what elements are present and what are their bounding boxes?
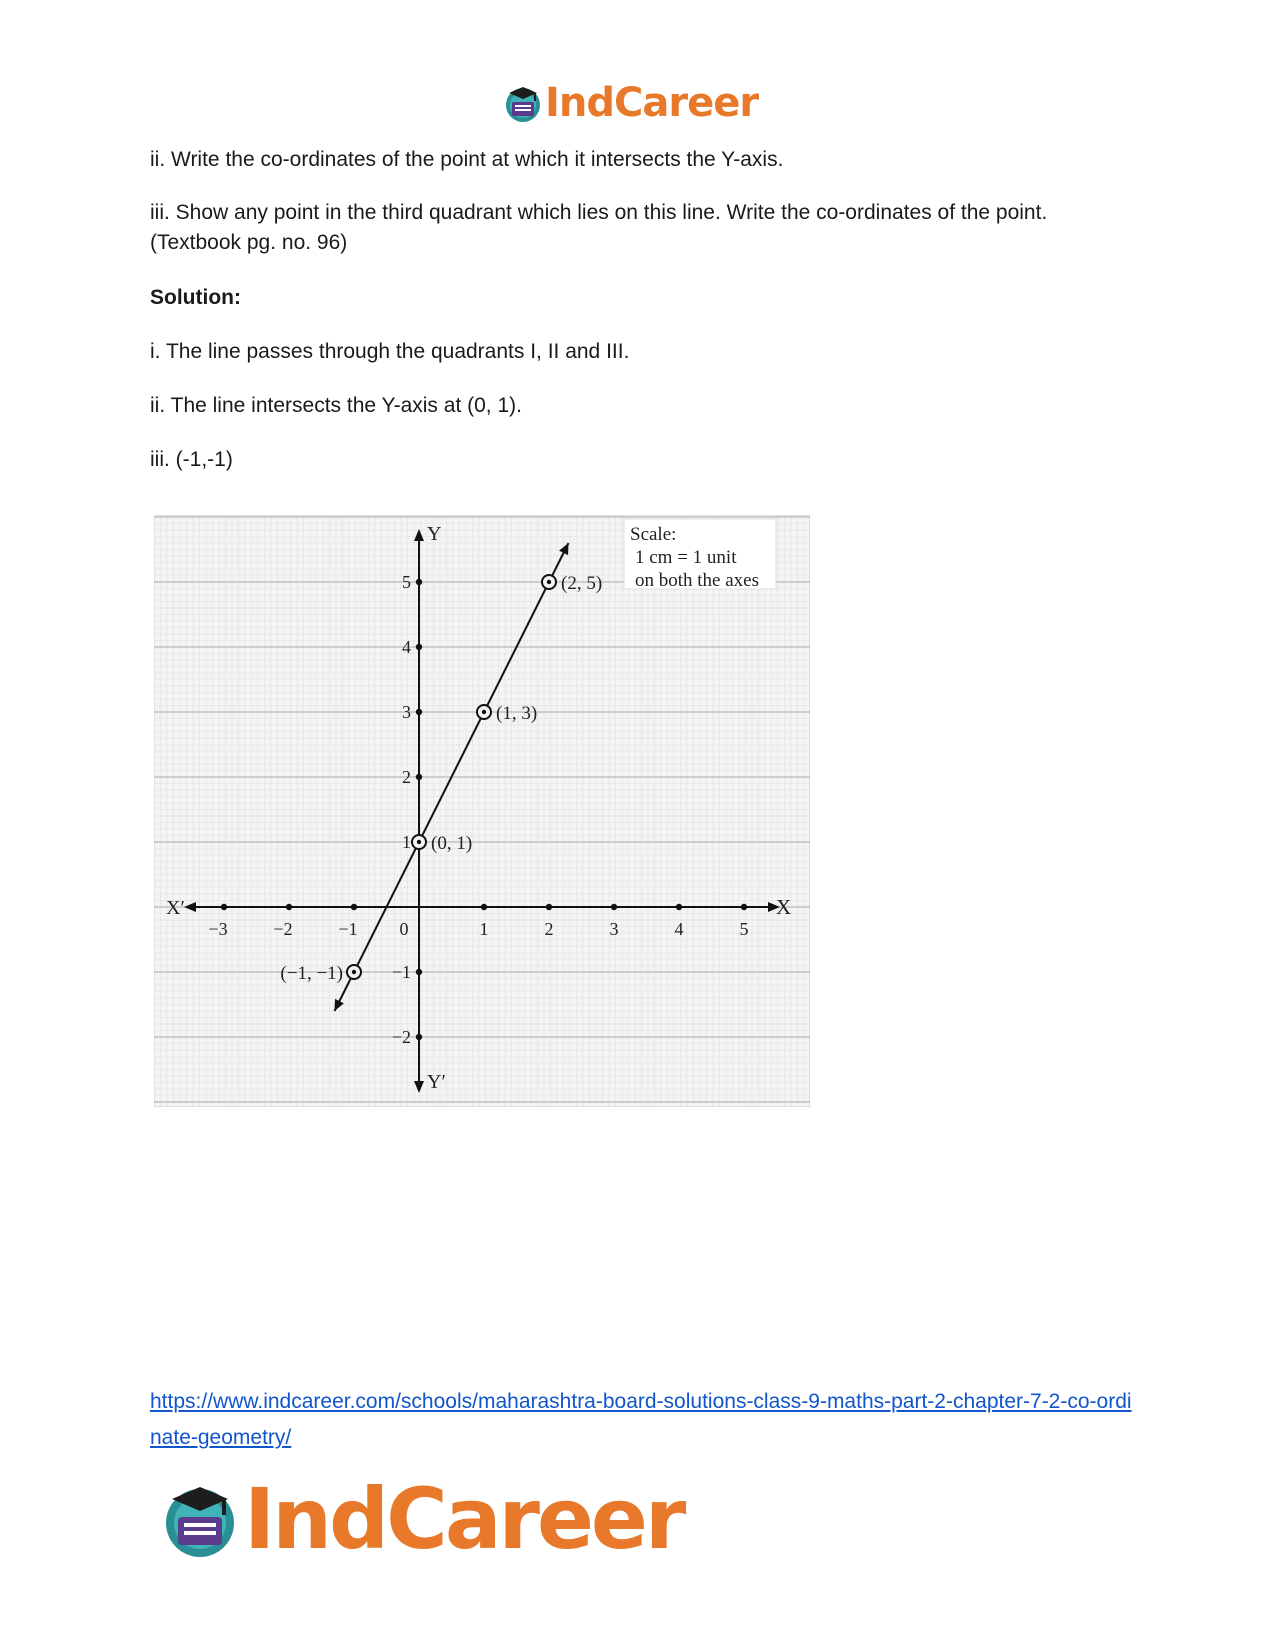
x-tick-label: −3 [208, 919, 228, 939]
x-tick-label: 5 [739, 919, 749, 939]
x-tick-dot [611, 904, 617, 910]
x-tick-label: −1 [338, 919, 358, 939]
scale-note-line: on both the axes [635, 570, 760, 591]
x-tick-label: 2 [544, 919, 554, 939]
x-tick-label: 4 [674, 919, 684, 939]
data-point-label: (0, 1) [431, 833, 473, 854]
brand-name: IndCareer [545, 80, 759, 126]
x-tick-dot [286, 904, 292, 910]
x-tick-dot [546, 904, 552, 910]
y-tick-label: 1 [402, 832, 411, 852]
y-tick-label: 3 [402, 702, 411, 722]
x-tick-label: 1 [479, 919, 489, 939]
question-part-iii: iii. Show any point in the third quadrant which lies on this line. Write the co-ordinates of the point. (Textbook pg. no. 96) [150, 201, 1048, 254]
indcareer-logo-top [503, 80, 758, 126]
y-axis-label: Y [427, 523, 442, 545]
data-point-center [352, 970, 356, 974]
x-tick-dot [741, 904, 747, 910]
indcareer-logo-bottom [160, 1470, 683, 1568]
x-tick-label: 3 [609, 919, 619, 939]
graduation-book-globe-icon [503, 83, 543, 123]
x-tick-label: 0 [399, 919, 409, 939]
data-point-center [417, 840, 421, 844]
answer-i: i. The line passes through the quadrants I, II and III. [150, 340, 630, 363]
y-tick-dot [416, 969, 422, 975]
x-axis-negative-label: X′ [166, 897, 185, 919]
data-point-center [547, 580, 551, 584]
question-part-ii: ii. Write the co-ordinates of the point at which it intersects the Y-axis. [150, 148, 784, 171]
data-point-center [482, 710, 486, 714]
y-tick-dot [416, 709, 422, 715]
y-tick-dot [416, 774, 422, 780]
x-tick-dot [351, 904, 357, 910]
x-tick-label: −2 [273, 919, 293, 939]
brand-name: IndCareer [244, 1470, 684, 1568]
x-axis-label: X [776, 895, 792, 919]
y-tick-label: 5 [402, 572, 411, 592]
y-tick-dot [416, 579, 422, 585]
graph-paper [154, 515, 810, 1107]
x-tick-dot [221, 904, 227, 910]
graduation-book-globe-icon [160, 1479, 240, 1559]
y-tick-label: −2 [391, 1027, 411, 1047]
y-tick-dot [416, 644, 422, 650]
data-point-label: (2, 5) [561, 573, 603, 594]
x-tick-dot [676, 904, 682, 910]
coordinate-graph [154, 515, 810, 1107]
data-point-label: (−1, −1) [280, 963, 343, 984]
x-tick-dot [481, 904, 487, 910]
source-link[interactable]: https://www.indcareer.com/schools/maharashtra-board-solutions-class-9-maths-part-2-chapter-7-2-co-ordinate-geometry/ [150, 1390, 1132, 1449]
y-tick-label: 2 [402, 767, 411, 787]
y-tick-label: −1 [391, 962, 411, 982]
data-point-label: (1, 3) [496, 703, 538, 724]
solution-heading: Solution: [150, 286, 241, 309]
y-tick-label: 4 [402, 637, 411, 657]
answer-ii: ii. The line intersects the Y-axis at (0, 1). [150, 394, 522, 417]
y-axis-negative-label: Y′ [427, 1071, 446, 1093]
scale-note-line: Scale: [630, 524, 677, 545]
answer-iii: iii. (-1,-1) [150, 448, 233, 471]
y-tick-dot [416, 1034, 422, 1040]
scale-note-line: 1 cm = 1 unit [635, 547, 737, 568]
